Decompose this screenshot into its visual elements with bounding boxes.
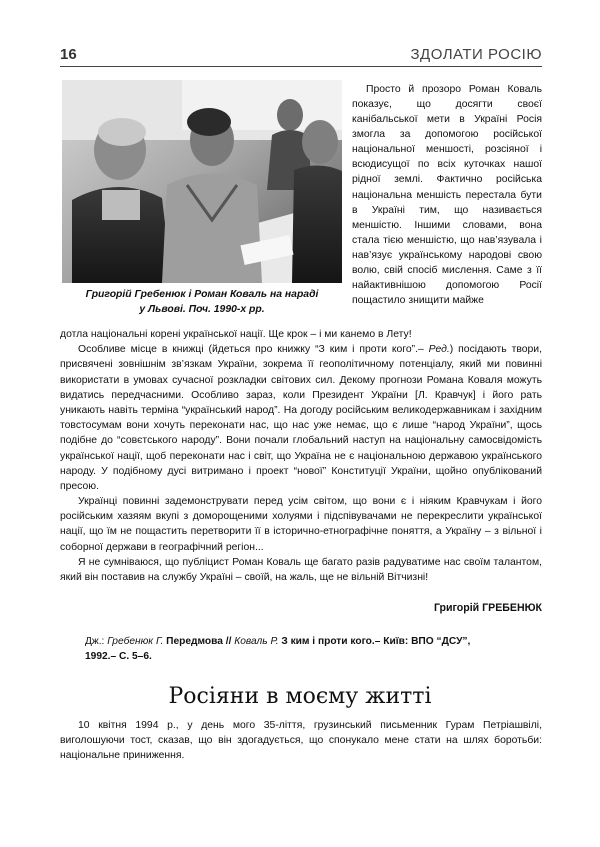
source-reference [85, 634, 542, 665]
meeting-photo-image [62, 80, 342, 283]
running-title: ЗДОЛАТИ РОСІЮ [410, 46, 542, 63]
section-title: Росіяни в моєму житті [168, 684, 432, 709]
reference-line2: 1992.– С. 5–6. [85, 651, 152, 663]
right-column-text [352, 82, 542, 308]
continuation-line: дотла національні корені української нації. Ще крок – і ми канемо в Лету! [60, 329, 412, 340]
author-signature: Григорій ГРЕБЕНЮК [433, 602, 542, 614]
intro-paragraph: Просто й прозоро Роман Коваль показує, що досягти своєї канібальської мети в Україні Росія змогла за допомогою російської національної меншості, розсіяної і всюдисущої по всіх куточках нашої рідної землі. Фактично російська національна меншість перестала бути в Україні тим, що називається меншістю. Іншими словами, вона стала тією меншістю, що нав’язувала і нав’язує українському народові свою волю, свій спосіб мислення. Саме з її найактивнішою допомогою Росії пощастило знищити майже [352, 84, 542, 307]
archival-photo [62, 80, 342, 283]
reference-title1: Передмова // [163, 636, 235, 647]
reference-author2: Коваль Р. [234, 636, 279, 647]
body-paragraph-1-start: Особливе місце в книжці (йдеться про книжку “З ким і проти кого”.– [78, 344, 429, 356]
editor-note: Ред. [428, 344, 450, 356]
reference-author1: Гребенюк Г. [107, 636, 164, 647]
page-number: 16 [60, 46, 77, 63]
section-paragraph: 10 квітня 1994 р., у день мого 35-ліття, грузинський письменник Гурам Петріашвілі, виголошуючи тост, сказав, що він здогадується, що спонукало мене стати на шлях боротьби: національне приниження. [60, 720, 542, 762]
reference-prefix: Дж.: [85, 636, 108, 647]
body-paragraph-3: Я не сумніваюся, що публіцист Роман Коваль ще багато разів радуватиме нас своїм талантом, який він поставив на службу Україні – своїй, на жаль, ще не вільній Вітчизні! [60, 556, 542, 583]
photo-caption-line1: Григорій Гребенюк і Роман Коваль на нараді [85, 289, 319, 300]
body-paragraph-1 [60, 342, 542, 494]
main-body-text [60, 327, 542, 585]
page-header [60, 40, 542, 67]
reference-title2: З ким і проти кого.– Київ: ВПО “ДСУ”, [278, 636, 471, 647]
photo-caption-line2: у Львові. Поч. 1990-х рр. [139, 303, 265, 315]
body-paragraph-1-rest: ) посідають твори, присвячені зовнішнім зв’язкам України, зокрема її геополітичному потенціалу, який ми повинні використати в умовах сучасної розкладки світових сил. Декому прогнози Романа Коваля можуть видатись передчасними. Особливо зараз, коли Президент України [Л. Кравчук] і його рать уникають навіть терміна “український народ”. На догоду російським великодержавникам і західним товстосумам вони хочуть переконати нас, що нас уже немає, що є лише “народ України”, щось подібне до “совєтського народу”. Вони почали глобальний наступ на національну самосвідомість української нації, щоб переконати нас і світ, що Україна не є національною державою українського народу. У подібному дусі витримано і проект “нової” Конституції України, щойно опублікований пресою. [60, 344, 542, 492]
photo-caption [62, 288, 342, 318]
section-text [60, 718, 542, 764]
reference-line1 [85, 634, 542, 649]
body-paragraph-2: Українці повинні задемонструвати перед усім світом, що вони є і ніяким Кравчукам і його російським хазяям вкупі з доморощеними холуями і підспівувачами не перекреслити української нації, що їм не пощастить перетворити її в історично-етнографічне поняття, а Україну – з вільної і соборної держави в географічний регіон... [60, 496, 542, 553]
